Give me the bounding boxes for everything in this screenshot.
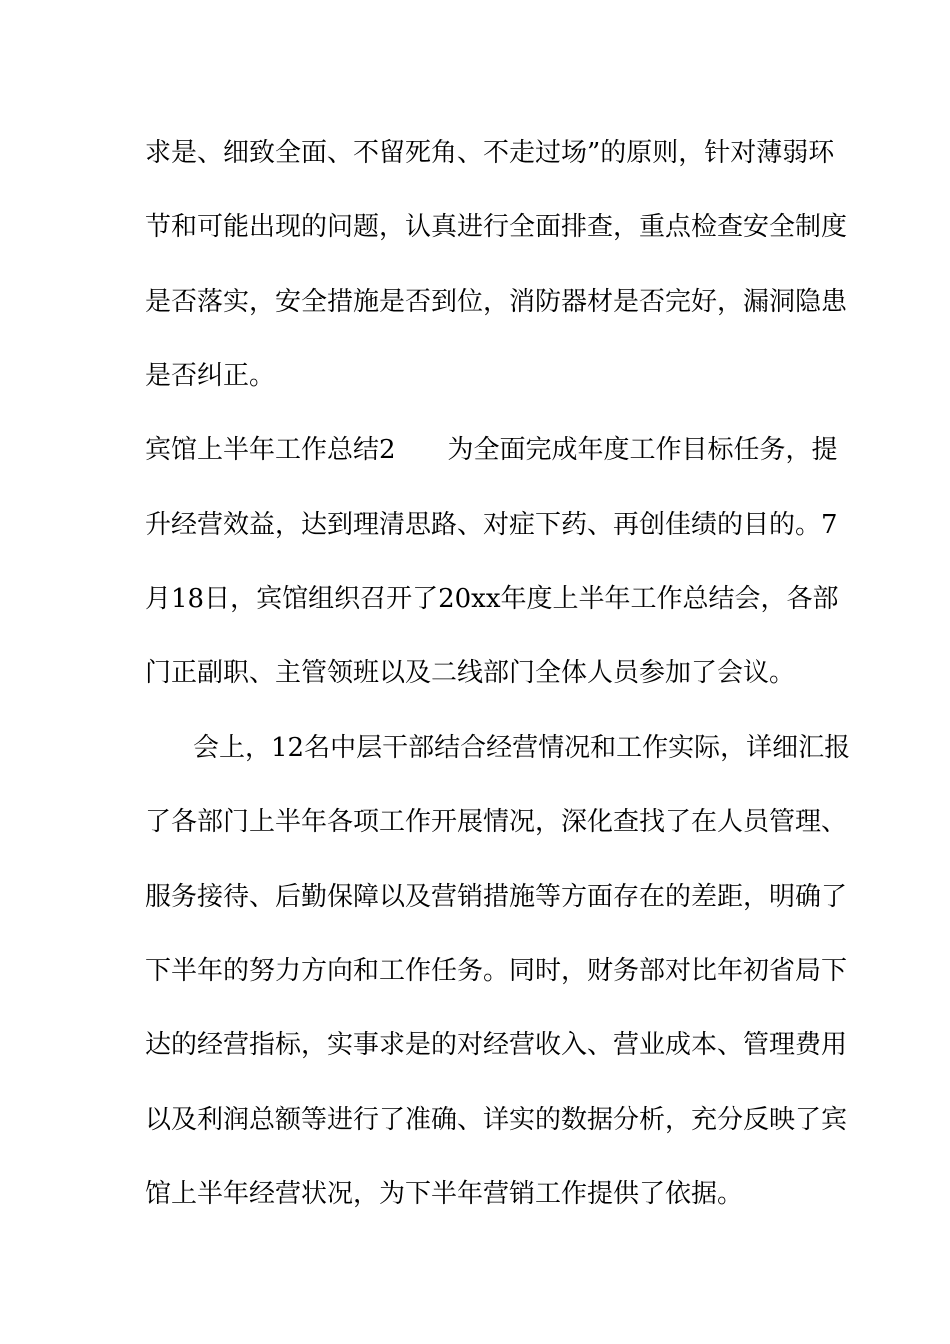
text-line: 服务接待、后勤保障以及营销措施等方面存在的差距，明确了 bbox=[145, 882, 848, 912]
text-line: 是否纠正。 bbox=[145, 361, 276, 391]
text-line: 下半年的努力方向和工作任务。同时，财务部对比年初省局下 bbox=[145, 956, 848, 986]
text-line: 门正副职、主管领班以及二线部门全体人员参加了会议。 bbox=[145, 658, 796, 688]
paragraph-first-line: 会上，12名中层干部结合经营情况和工作实际，详细汇报 bbox=[193, 733, 851, 763]
text-line: 月18日，宾馆组织召开了20xx年度上半年工作总结会，各部 bbox=[145, 584, 839, 614]
section-heading-line: 宾馆上半年工作总结2 为全面完成年度工作目标任务，提 bbox=[145, 435, 838, 465]
text-line: 馆上半年经营状况，为下半年营销工作提供了依据。 bbox=[145, 1179, 744, 1209]
text-line: 升经营效益，达到理清思路、对症下药、再创佳绩的目的。7 bbox=[145, 510, 838, 540]
text-line: 是否落实，安全措施是否到位，消防器材是否完好，漏洞隐患 bbox=[145, 287, 848, 317]
text-line: 了各部门上半年各项工作开展情况，深化查找了在人员管理、 bbox=[145, 807, 848, 837]
text-line: 达的经营指标，实事求是的对经营收入、营业成本、管理费用 bbox=[145, 1030, 848, 1060]
text-line: 节和可能出现的问题，认真进行全面排查，重点检查安全制度 bbox=[145, 212, 848, 242]
text-line: 求是、细致全面、不留死角、不走过场”的原则，针对薄弱环 bbox=[145, 138, 835, 168]
text-line: 以及利润总额等进行了准确、详实的数据分析，充分反映了宾 bbox=[145, 1105, 848, 1135]
